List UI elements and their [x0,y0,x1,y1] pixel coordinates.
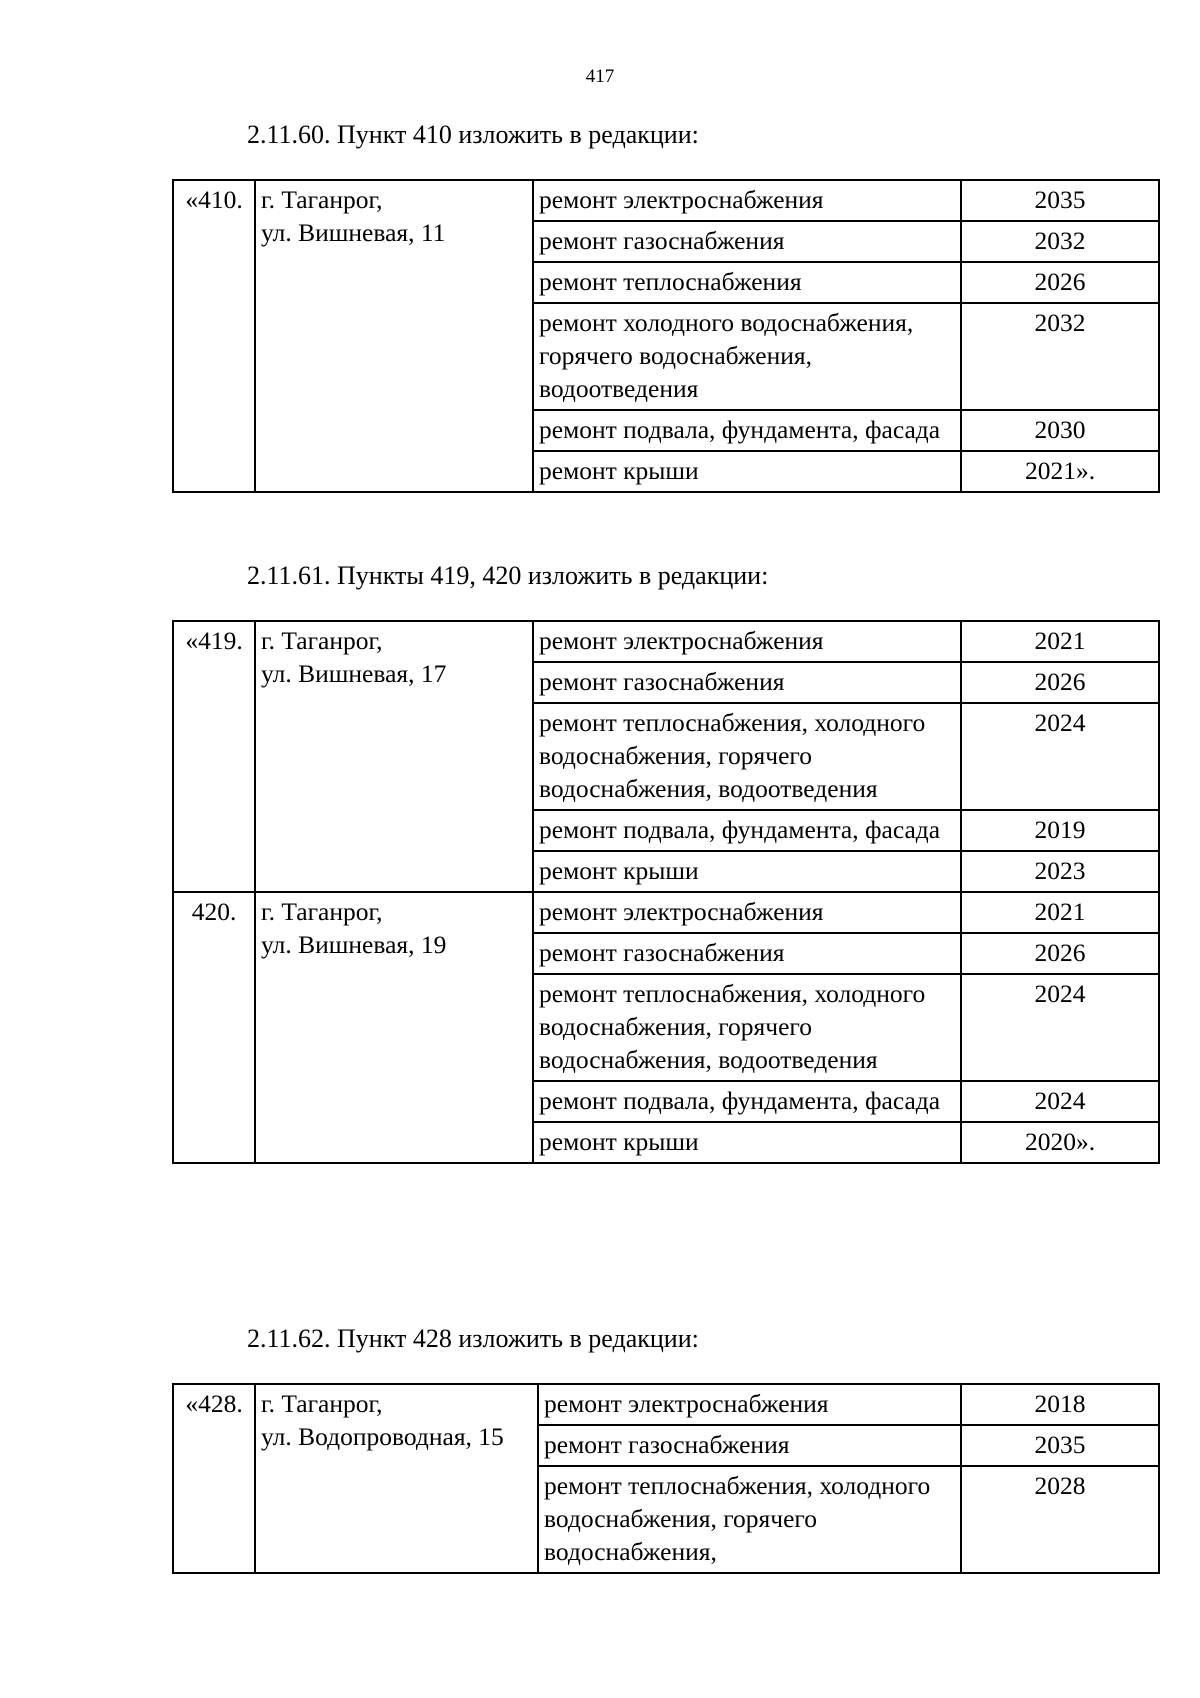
address-line: ул. Вишневая, 19 [261,930,447,959]
table-row [173,180,1159,221]
address-line: ул. Вишневая, 11 [261,218,446,247]
work-type: ремонт газоснабжения [533,662,961,703]
address-line: г. Таганрог, [261,1389,383,1418]
work-year: 2032 [961,221,1159,262]
work-type: ремонт теплоснабжения, холодного водоснабжения, горячего водоснабжения, [538,1466,961,1573]
work-year: 2019 [961,810,1159,851]
work-year: 2024 [961,703,1159,810]
work-year: 2024 [961,974,1159,1081]
work-year: 2032 [961,303,1159,410]
section-heading-2: 2.11.61. Пункты 419, 420 изложить в редакции: [247,561,769,590]
work-type: ремонт теплоснабжения, холодного водоснабжения, горячего водоснабжения, водоотведения [533,703,961,810]
work-year: 2018 [961,1384,1159,1425]
work-year: 2030 [961,410,1159,451]
work-year: 2026 [961,933,1159,974]
item-number: «419. [173,621,255,892]
works-table-3 [172,1383,1160,1574]
work-type: ремонт подвала, фундамента, фасада [533,810,961,851]
table-row [173,621,1159,662]
work-type: ремонт газоснабжения [533,933,961,974]
work-year: 2024 [961,1081,1159,1122]
work-type: ремонт подвала, фундамента, фасада [533,410,961,451]
work-year: 2021 [961,892,1159,933]
section-heading-3: 2.11.62. Пункт 428 изложить в редакции: [247,1324,699,1353]
address-cell [255,1384,538,1573]
work-type: ремонт газоснабжения [533,221,961,262]
work-type: ремонт подвала, фундамента, фасада [533,1081,961,1122]
work-year: 2028 [961,1466,1159,1573]
section-heading-1: 2.11.60. Пункт 410 изложить в редакции: [247,120,699,149]
work-type: ремонт электроснабжения [538,1384,961,1425]
work-type: ремонт газоснабжения [538,1425,961,1466]
work-type: ремонт крыши [533,1122,961,1163]
address-cell [255,621,533,892]
address-line: ул. Вишневая, 17 [261,659,447,688]
work-type: ремонт электроснабжения [533,180,961,221]
page-number: 417 [585,66,615,87]
address-cell [255,180,533,492]
table-row [173,892,1159,933]
work-year: 2021 [961,621,1159,662]
work-type: ремонт крыши [533,851,961,892]
work-year: 2035 [961,1425,1159,1466]
work-type: ремонт крыши [533,451,961,492]
address-cell [255,892,533,1163]
address-line: ул. Водопроводная, 15 [261,1422,504,1451]
works-table-2 [172,620,1160,1164]
work-year: 2026 [961,662,1159,703]
work-year: 2023 [961,851,1159,892]
item-number: «410. [173,180,255,492]
work-type: ремонт теплоснабжения [533,262,961,303]
address-line: г. Таганрог, [261,897,383,926]
item-number: 420. [173,892,255,1163]
work-year: 2026 [961,262,1159,303]
address-line: г. Таганрог, [261,626,383,655]
works-table-1 [172,179,1160,493]
work-type: ремонт холодного водоснабжения, горячего водоснабжения, водоотведения [533,303,961,410]
work-type: ремонт электроснабжения [533,621,961,662]
work-year: 2035 [961,180,1159,221]
work-type: ремонт электроснабжения [533,892,961,933]
work-year: 2020». [961,1122,1159,1163]
item-number: «428. [173,1384,255,1573]
address-line: г. Таганрог, [261,185,383,214]
work-type: ремонт теплоснабжения, холодного водоснабжения, горячего водоснабжения, водоотведения [533,974,961,1081]
table-row [173,1384,1159,1425]
work-year: 2021». [961,451,1159,492]
